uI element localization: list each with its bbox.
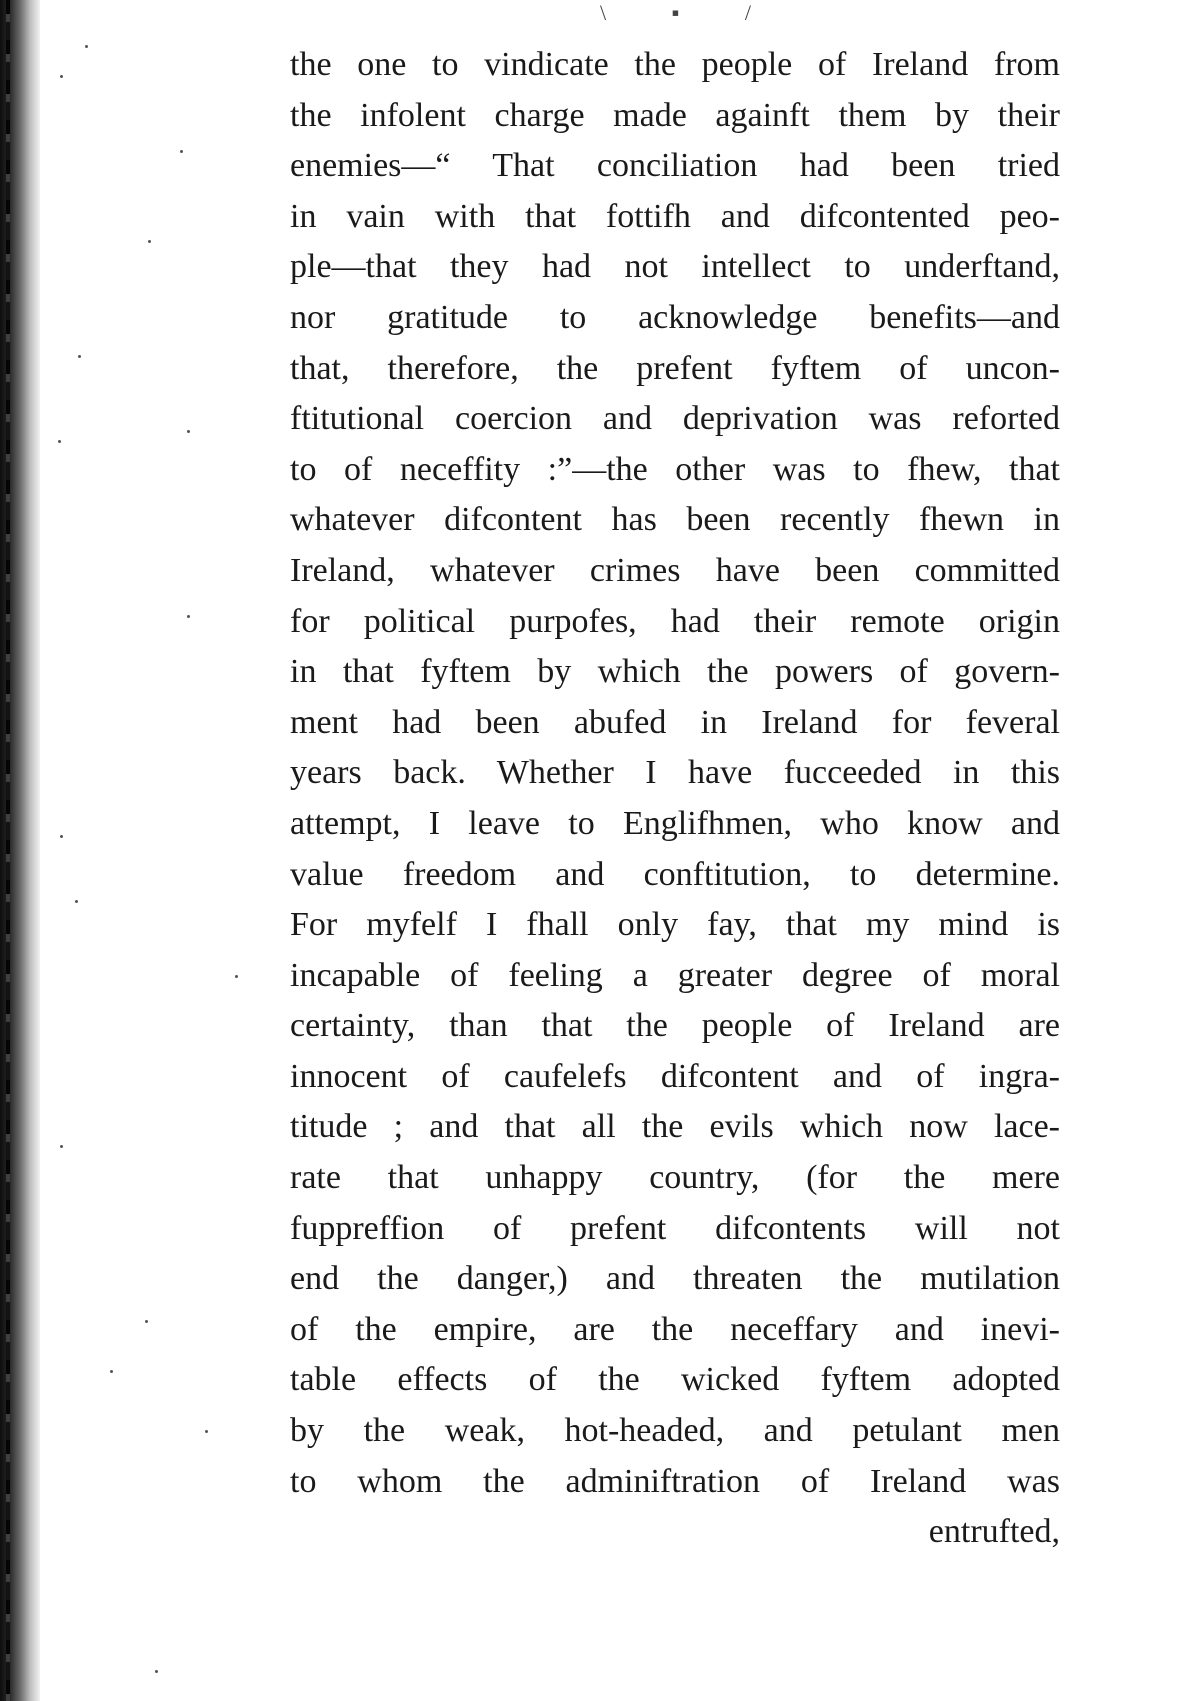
text-line: certainty, than that the people of Ireland are: [290, 1007, 1060, 1045]
scan-speck: [75, 900, 78, 903]
scan-speck: [58, 440, 61, 443]
text-line: the infolent charge made againft them by their: [290, 96, 1060, 134]
text-line: to whom the adminiftration of Ireland was: [290, 1462, 1060, 1500]
scan-speck: [187, 615, 190, 618]
scan-speck: [180, 150, 183, 153]
text-line: end the danger,) and threaten the mutilation: [290, 1260, 1060, 1298]
scan-speck: [110, 1370, 113, 1373]
text-line: whatever difcontent has been recently fhewn in: [290, 501, 1060, 539]
text-line: value freedom and conftitution, to determine.: [290, 855, 1060, 893]
text-line: in vain with that fottifh and difcontented peo-: [290, 197, 1060, 235]
text-line: ment had been abufed in Ireland for feveral: [290, 703, 1060, 741]
text-line: years back. Whether I have fucceeded in this: [290, 754, 1060, 792]
text-line: titude ; and that all the evils which now lace-: [290, 1108, 1060, 1146]
text-line: nor gratitude to acknowledge benefits—and: [290, 298, 1060, 336]
body-text: [290, 40, 1060, 1558]
catchword: entrufted,: [928, 1513, 1060, 1551]
scan-speck: [148, 240, 151, 243]
text-line: For myfelf I fhall only fay, that my mind is: [290, 906, 1060, 944]
binding-shadow: [6, 0, 10, 1701]
text-line: ftitutional coercion and deprivation was reforted: [290, 400, 1060, 438]
scan-speck: [205, 1430, 208, 1433]
text-line: by the weak, hot-headed, and petulant men: [290, 1412, 1060, 1450]
text-line: innocent of caufelefs difcontent and of ingra-: [290, 1057, 1060, 1095]
text-line: incapable of feeling a greater degree of moral: [290, 956, 1060, 994]
text-line: Ireland, whatever crimes have been committed: [290, 551, 1060, 589]
text-line: table effects of the wicked fyftem adopted: [290, 1361, 1060, 1399]
text-line: in that fyftem by which the powers of govern-: [290, 653, 1060, 691]
scan-speck: [85, 45, 88, 48]
text-line: to of neceffity :”—the other was to fhew, that: [290, 450, 1060, 488]
header-marks: \ ▪ /: [600, 0, 782, 25]
scan-speck: [60, 835, 63, 838]
text-line: enemies—“ That conciliation had been tried: [290, 147, 1060, 185]
text-line: of the empire, are the neceffary and inevi-: [290, 1310, 1060, 1348]
text-line: the one to vindicate the people of Ireland from: [290, 46, 1060, 83]
scan-speck: [145, 1320, 148, 1323]
scan-speck: [155, 1670, 158, 1673]
scan-speck: [60, 1145, 63, 1148]
text-line: fuppreffion of prefent difcontents will not: [290, 1209, 1060, 1247]
scan-speck: [78, 355, 81, 358]
text-line: attempt, I leave to Englifhmen, who know and: [290, 804, 1060, 842]
text-line: ple—that they had not intellect to underftand,: [290, 248, 1060, 286]
scan-speck: [235, 975, 238, 978]
scan-speck: [60, 75, 63, 78]
text-line: for political purpofes, had their remote origin: [290, 602, 1060, 640]
text-line: rate that unhappy country, (for the mere: [290, 1159, 1060, 1197]
scan-speck: [187, 430, 190, 433]
text-line: that, therefore, the prefent fyftem of uncon-: [290, 349, 1060, 387]
